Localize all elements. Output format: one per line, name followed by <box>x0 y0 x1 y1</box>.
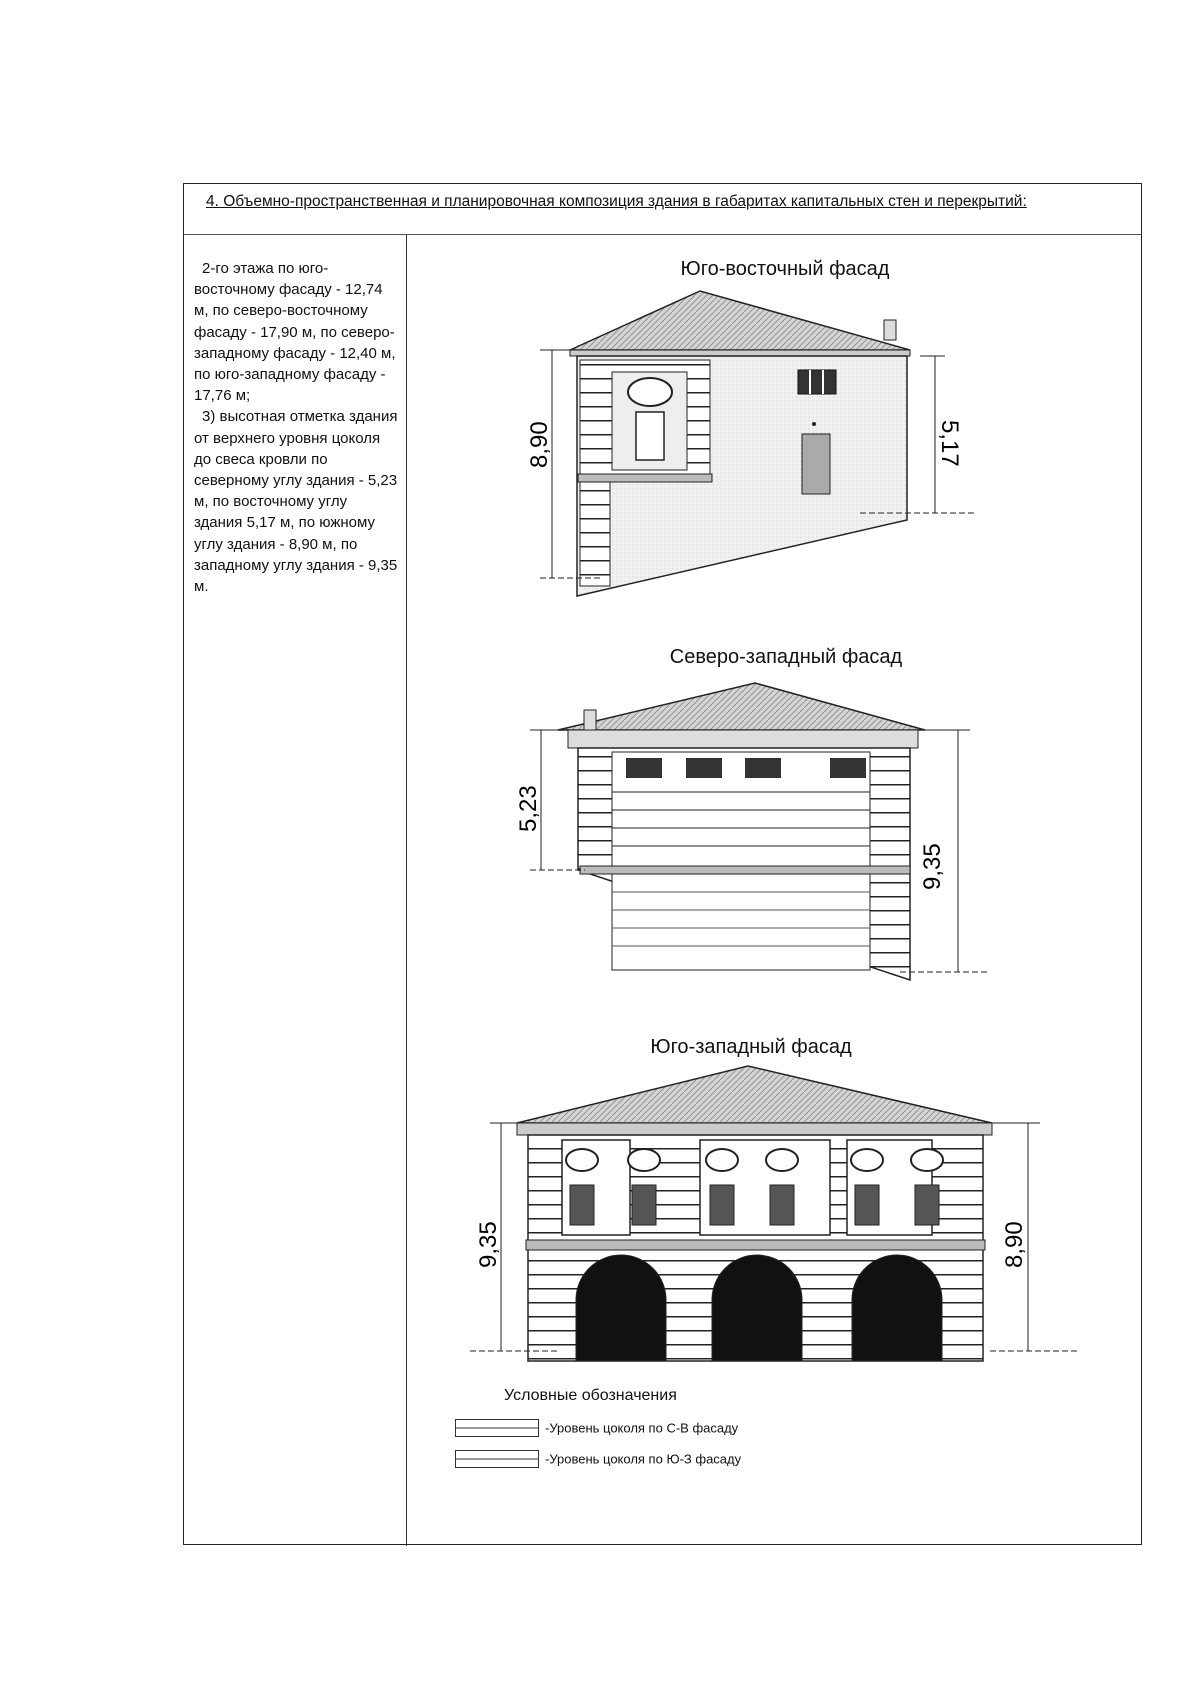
upper-windows <box>562 1140 943 1235</box>
facade-title-south-east: Юго-восточный фасад <box>680 258 890 280</box>
dim-label-left: 8,90 <box>526 421 553 468</box>
dim-label-left: 9,35 <box>475 1221 502 1268</box>
facade-south-east-drawing <box>526 291 975 596</box>
dim-label-right: 9,35 <box>919 843 946 890</box>
dim-label-left: 5,23 <box>515 785 542 832</box>
chimney <box>884 320 896 340</box>
facade-south-west-drawing <box>470 1066 1080 1361</box>
dim-label-right: 8,90 <box>1001 1221 1028 1268</box>
facade-title-north-west: Северо-западный фасад <box>669 646 903 668</box>
legend-title: Условные обозначения <box>504 1387 677 1404</box>
roof <box>558 683 925 730</box>
legend-item: -Уровень цоколя по Ю-З фасаду <box>455 1450 741 1468</box>
legend-item: -Уровень цоколя по С-В фасаду <box>455 1419 738 1437</box>
windows-row <box>626 758 866 778</box>
description-paragraph-1: 2-го этажа по юго-восточному фасаду - 12,74 м, по северо-восточному фасаду - 17,90 м, по северо-западному фасаду - 12,40 м, по юго-западному фасаду - 17,76 м; <box>194 260 396 405</box>
section-heading: 4. Объемно-пространственная и планировочная композиция здания в габаритах капитальных стен и перекрытий: <box>206 193 1027 210</box>
chimney <box>584 710 596 730</box>
window <box>798 370 836 394</box>
legend-swatch <box>455 1419 539 1437</box>
dim-label-right: 5,17 <box>936 420 963 467</box>
description-paragraph-2: 3) высотная отметка здания от верхнего уровня цоколя до свеса кровли по северному углу здания - 5,23 м, по восточному углу здания 5,17 м, по южному углу здания - 8,90 м, по западному углу здания - 9,35 м. <box>194 408 398 596</box>
legend-swatch <box>455 1450 539 1468</box>
door <box>802 434 830 494</box>
roof <box>517 1066 992 1123</box>
ground-floor-arches <box>576 1255 942 1361</box>
facade-north-west-drawing <box>515 683 990 980</box>
roof <box>570 291 910 350</box>
facade-title-south-west: Юго-западный фасад <box>650 1036 852 1058</box>
